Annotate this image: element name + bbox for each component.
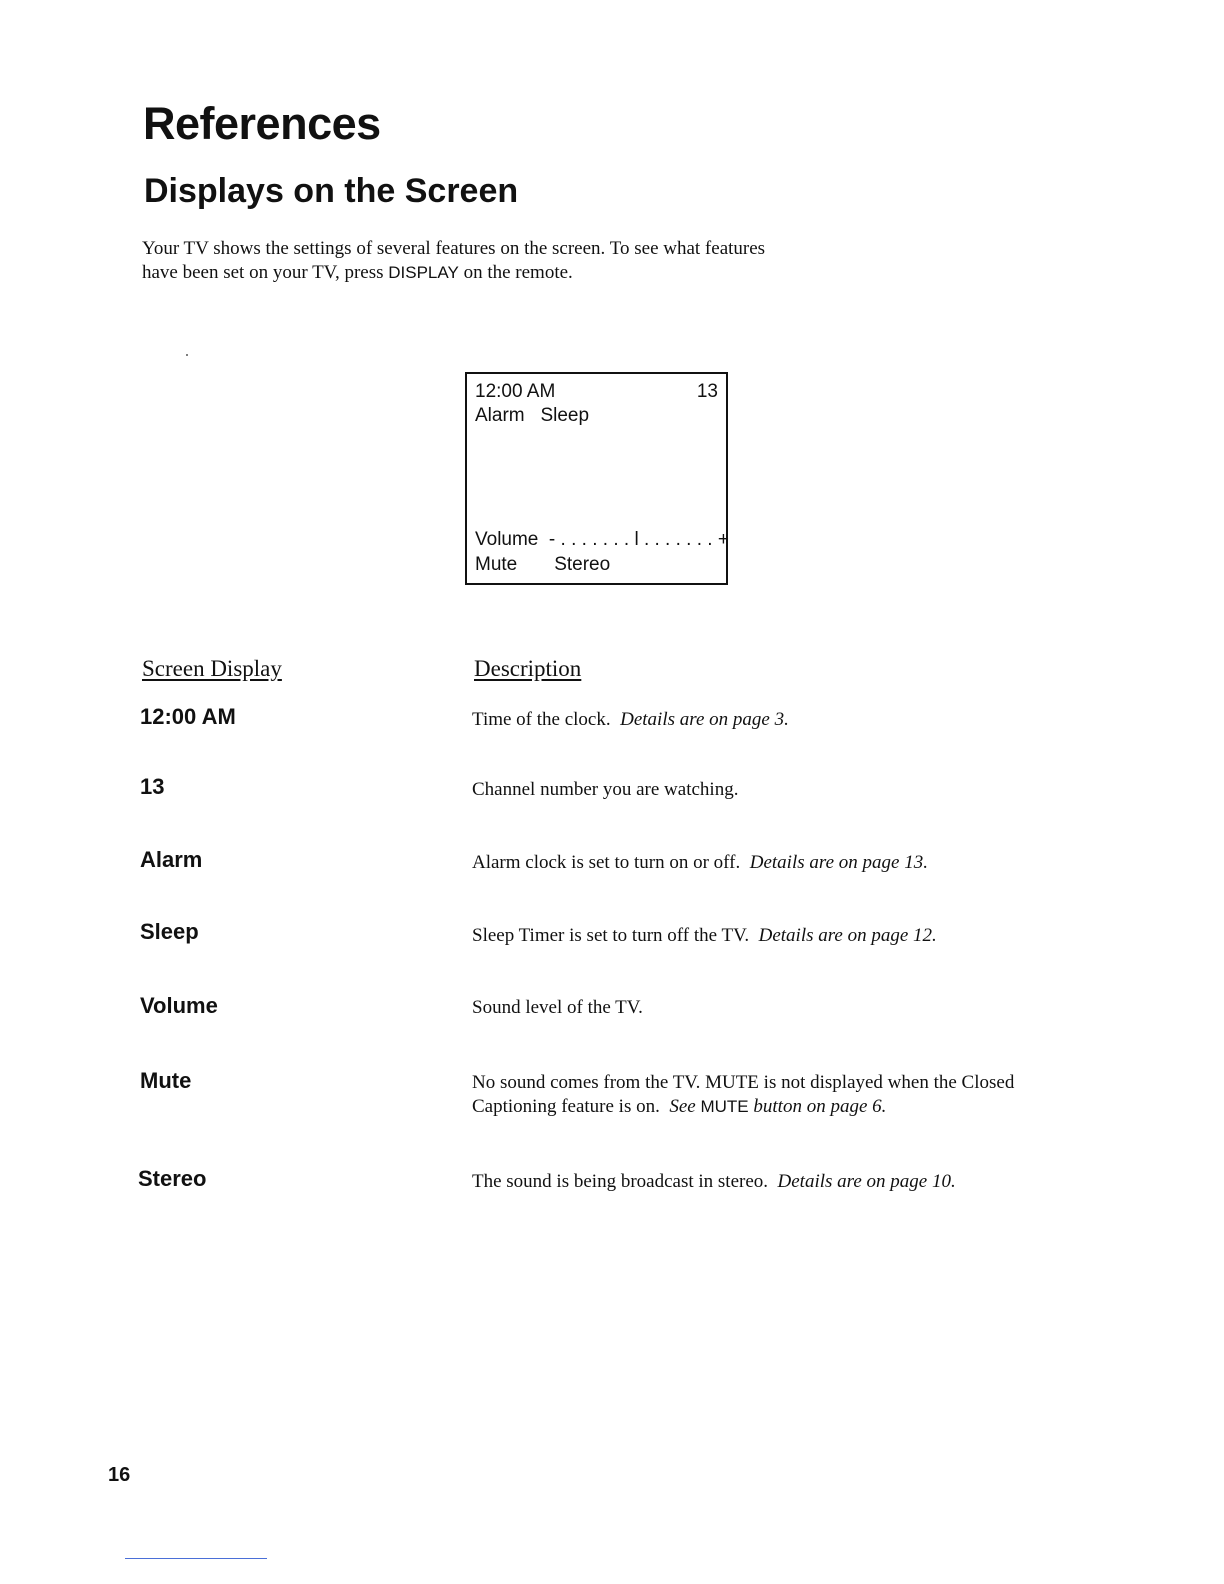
page-reference-keyword: MUTE <box>700 1097 749 1116</box>
page-number: 16 <box>108 1464 131 1486</box>
intro-text-before: Your TV shows the settings of several features on the screen. To see what features have been set on your TV, press <box>142 238 766 283</box>
description-text: Channel number you are watching. <box>472 779 739 800</box>
screen-time: 12:00 AM <box>475 381 556 402</box>
section-heading: Displays on the Screen <box>144 172 519 210</box>
term-stereo: Stereo <box>138 1166 207 1191</box>
term-time: 12:00 AM <box>140 704 236 729</box>
description-volume <box>472 996 1112 1020</box>
description-text: Time of the clock. <box>472 709 611 730</box>
description-time <box>472 708 1112 732</box>
page-reference: Details are on page 12. <box>758 925 937 946</box>
page-reference: Details are on page 13. <box>749 852 928 873</box>
footer-rule <box>125 1558 267 1559</box>
description-text: The sound is being broadcast in stereo. <box>472 1171 769 1192</box>
column-header-screen-display: Screen Display <box>142 656 282 681</box>
description-text: Sound level of the TV. <box>472 997 643 1018</box>
page-reference: Details are on page 3. <box>620 709 789 730</box>
column-header-description: Description <box>474 656 582 681</box>
description-mute <box>472 1071 1087 1119</box>
description-text: No sound comes from the TV. MUTE is not displayed when the Closed Captioning feature is on. <box>472 1072 1015 1117</box>
tv-screen-illustration <box>465 372 728 585</box>
term-mute: Mute <box>140 1068 192 1093</box>
description-alarm <box>472 851 1112 875</box>
screen-alarm-sleep: Alarm Sleep <box>475 405 590 426</box>
page-reference-rest: button on page 6. <box>753 1096 887 1117</box>
description-channel <box>472 778 1112 802</box>
intro-text-after: on the remote. <box>458 262 573 283</box>
description-text: Alarm clock is set to turn on or off. <box>472 852 741 873</box>
term-alarm: Alarm <box>140 847 203 872</box>
term-sleep: Sleep <box>140 919 199 944</box>
description-text: Sleep Timer is set to turn off the TV. <box>472 925 750 946</box>
screen-mute-stereo: Mute Stereo <box>475 554 611 575</box>
intro-paragraph <box>142 237 802 285</box>
screen-volume-bar: Volume - . . . . . . . l . . . . . . . + <box>475 529 729 550</box>
intro-keyword-display: DISPLAY <box>388 263 459 282</box>
term-channel: 13 <box>140 774 165 799</box>
page-reference: Details are on page 10. <box>777 1171 956 1192</box>
description-stereo <box>472 1170 1112 1194</box>
page-reference-see: See <box>669 1096 696 1117</box>
scan-speck <box>186 354 188 356</box>
screen-channel: 13 <box>696 381 718 402</box>
page-title: References <box>143 98 381 149</box>
term-volume: Volume <box>140 993 218 1018</box>
description-sleep <box>472 924 1112 948</box>
